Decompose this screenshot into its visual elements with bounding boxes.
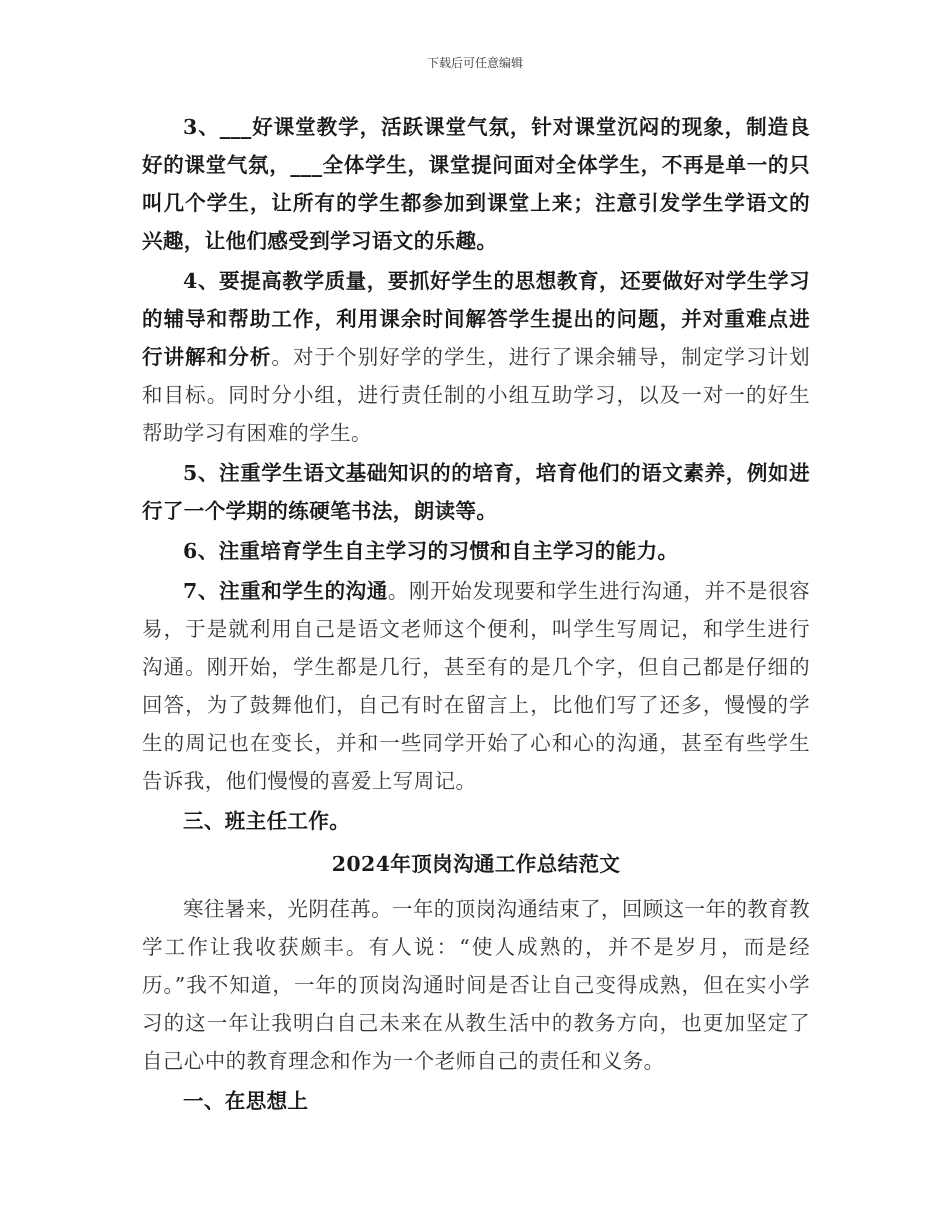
paragraph-4 <box>142 262 810 452</box>
paragraph-6: 6、注重培育学生自主学习的习惯和自主学习的能力。 <box>183 539 679 563</box>
heading-class-teacher-work: 三、班主任工作。 <box>183 809 351 833</box>
heading-ideology: 一、在思想上 <box>183 1089 309 1113</box>
document-body <box>142 108 810 1122</box>
paragraph-4-body: 。对于个别好学的学生，进行了课余辅导，制定学习计划和目标。同时分小组，进行责任制的小组互助学习，以及一对一的好生帮助学习有困难的学生。 <box>142 345 810 445</box>
header-note: 下载后可任意编辑 <box>426 56 523 70</box>
paragraph-3: 3、___好课堂教学，活跃课堂气氛，针对课堂沉闷的现象，制造良好的课堂气氛，___全体学生，课堂提问面对全体学生，不再是单一的只叫几个学生，让所有的学生都参加到课堂上来；注意引发学生学语文的兴趣，让他们感受到学习语文的乐趣。 <box>142 115 810 253</box>
paragraph-7-bold-lead: 7、注重和学生的沟通 <box>183 579 388 603</box>
intro-paragraph: 寒往暑来，光阴荏苒。一年的顶岗沟通结束了，回顾这一年的教育教学工作让我收获颇丰。有人说：“使人成熟的，并不是岁月，而是经历。”我不知道，一年的顶岗沟通时间是否让自己变得成熟，但在实小学习的这一年让我明白自己未来在从教生活中的教务方向，也更加坚定了自己心中的教育理念和作为一个老师自己的责任和义务。 <box>142 897 810 1073</box>
paragraph-4-bold-lead: 4、要提高教学质量，要抓好学生的思想教育，还要做好对学生学习的辅导和帮助工作，利用课余时间解答学生提出的问题，并对重难点进行讲解和分析 <box>142 269 810 369</box>
article-title: 2024年顶岗沟通工作总结范文 <box>331 852 621 876</box>
paragraph-7-body: 。刚开始发现要和学生进行沟通，并不是很容易，于是就利用自己是语文老师这个便利，叫学生写周记，和学生进行沟通。刚开始，学生都是几行，甚至有的是几个字，但自己都是仔细的回答，为了鼓舞他们，自己有时在留言上，比他们写了还多，慢慢的学生的周记也在变长，并和一些同学开始了心和心的沟通，甚至有些学生告诉我，他们慢慢的喜爱上写周记。 <box>142 579 811 793</box>
paragraph-7 <box>142 572 810 800</box>
paragraph-5: 5、注重学生语文基础知识的的培育，培育他们的语文素养，例如进行了一个学期的练硬笔书法，朗读等。 <box>142 461 810 523</box>
